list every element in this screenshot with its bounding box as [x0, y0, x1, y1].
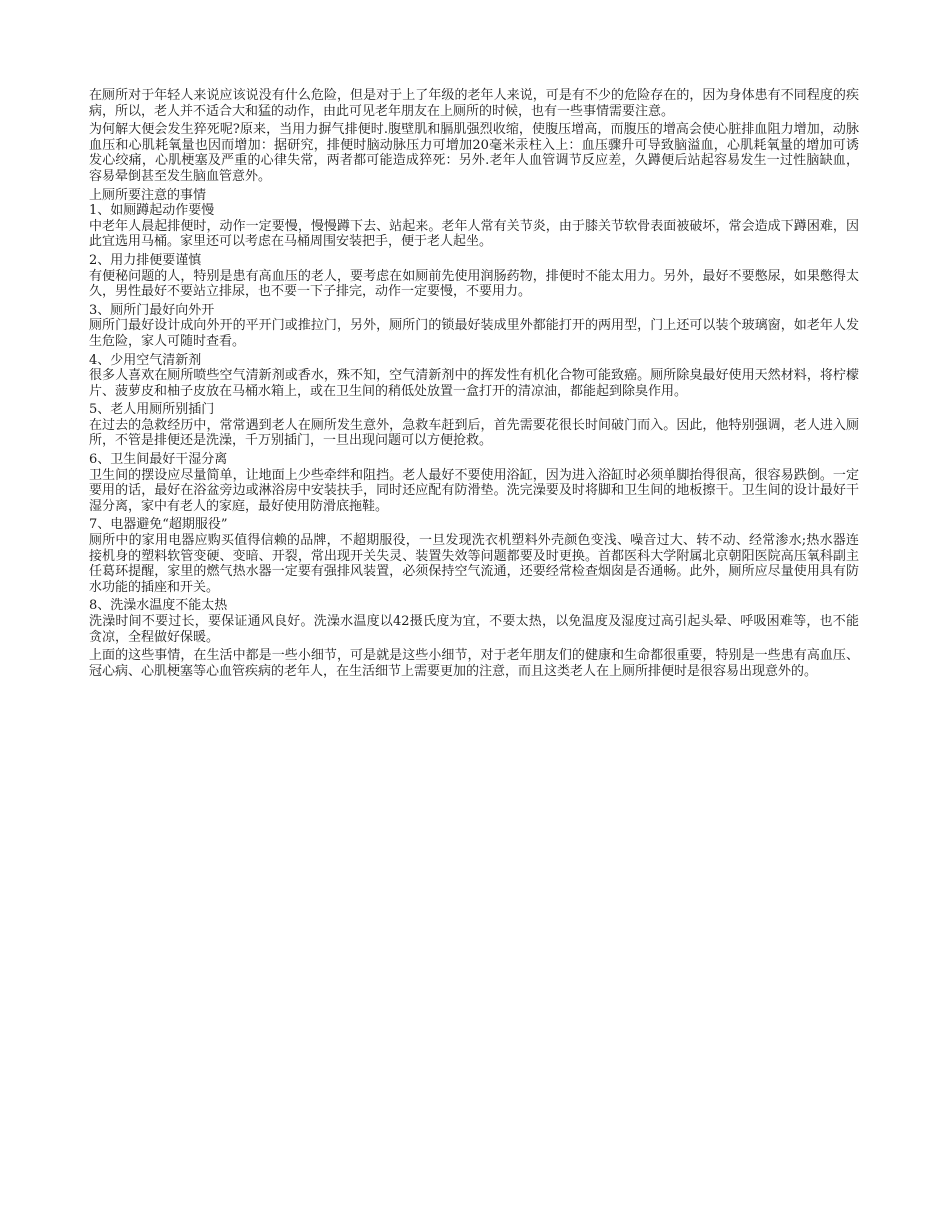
- tip-title: 8、洗澡水温度不能太热: [89, 598, 228, 614]
- tip-body: 在过去的急救经历中，常常遇到老人在厕所发生意外，急救车赶到后，首先需要花很长时间破门而入。因此，他特别强调，老人进入厕所，不管是排便还是洗澡，千万别插门，一旦出现问题可以方便抢救。: [89, 417, 859, 449]
- tip-title: 4、少用空气清新剂: [89, 352, 202, 368]
- tip-body: 有便秘问题的人，特别是患有高血压的老人，要考虑在如厕前先使用润肠药物，排便时不能太用力。另外，最好不要憋尿，如果憋得太久，男性最好不要站立排尿，也不要一下子排完，动作一定要慢，不要用力。: [89, 268, 859, 300]
- intro-paragraph: 在厕所对于年轻人来说应该说没有什么危险，但是对于上了年级的老年人来说，可是有不少的危险存在的，因为身体患有不同程度的疾病，所以，老人并不适合大和猛的动作，由此可见老年朋友在上厕所的时候，也有一些事情需要注意。: [89, 88, 859, 119]
- tip-title: 6、卫生间最好干湿分离: [89, 452, 228, 468]
- tip-title: 3、厕所门最好向外开: [89, 302, 215, 318]
- tip-title: 1、如厕蹲起动作要慢: [89, 203, 215, 219]
- sudden-death-explanation: 为何解大便会发生猝死呢?原来，当用力摒气排便时.腹壁肌和膈肌强烈收缩，使腹压增高，而腹压的增高会使心脏排血阻力增加，动脉血压和心肌耗氧量也因而增加：据研究，排便时脑动脉压力可增加20毫米汞柱入上：血压骤升可导致脑溢血，心肌耗氧量的增加可诱发心绞痛，心肌梗塞及严重的心律失常，两者都可能造成猝死：另外.老年人血管调节反应差，久蹲便后站起容易发生一过性脑缺血，容易晕倒甚至发生脑血管意外。: [89, 122, 859, 184]
- tip-body: 很多人喜欢在厕所喷些空气清新剂或香水，殊不知，空气清新剂中的挥发性有机化合物可能致癌。厕所除臭最好使用天然材料，将柠檬片、菠萝皮和柚子皮放在马桶水箱上，或在卫生间的稍低处放置一盒打开的清凉油，都能起到除臭作用。: [89, 368, 859, 399]
- document-body: [89, 88, 859, 682]
- tip-body: 卫生间的摆设应尽量简单，让地面上少些牵绊和阻挡。老人最好不要使用浴缸，因为进入浴缸时必须单脚抬得很高，很容易跌倒。一定要用的话，最好在浴盆旁边或淋浴房中安装扶手，同时还应配有防滑垫。洗完澡要及时将脚和卫生间的地板擦干。卫生间的设计最好干湿分离，家中有老人的家庭，最好使用防滑底拖鞋。: [89, 467, 859, 514]
- conclusion-paragraph: 上面的这些事情，在生活中都是一些小细节，可是就是这些小细节，对于老年朋友们的健康和生命都很重要，特别是一些患有高血压、冠心病、心肌梗塞等心血管疾病的老年人，在生活细节上需要更加的注意，而且这类老人在上厕所排便时是很容易出现意外的。: [89, 648, 859, 679]
- section-title: 上厕所要注意的事情: [89, 187, 207, 203]
- tip-title: 7、电器避免“超期服役”: [89, 517, 228, 533]
- tip-body: 厕所中的家用电器应购买值得信赖的品牌，不超期服役，一旦发现洗衣机塑料外壳颜色变浅、噪音过大、转不动、经常渗水;热水器连接机身的塑料软管变硬、变暗、开裂，常出现开关失灵、装置失效等问题都要及时更换。首都医科大学附属北京朝阳医院高压氧科副主任葛环提醒，家里的燃气热水器一定要有强排风装置，必须保持空气流通，还要经常检查烟囱是否通畅。此外，厕所应尽量使用具有防水功能的插座和开关。: [89, 533, 859, 595]
- tip-body: 厕所门最好设计成向外开的平开门或推拉门，另外，厕所门的锁最好装成里外都能打开的两用型，门上还可以装个玻璃窗，如老年人发生危险，家人可随时查看。: [89, 318, 859, 349]
- tip-title: 5、老人用厕所别插门: [89, 402, 215, 418]
- tip-body: 洗澡时间不要过长，要保证通风良好。洗澡水温度以42摄氏度为宜，不要太热，以免温度及湿度过高引起头晕、呼吸困难等，也不能贪凉，全程做好保暖。: [89, 614, 859, 645]
- tip-body: 中老年人晨起排便时，动作一定要慢，慢慢蹲下去、站起来。老年人常有关节炎，由于膝关节软骨表面被破坏，常会造成下蹲困难，因此宜选用马桶。家里还可以考虑在马桶周围安装把手，便于老人起坐。: [89, 218, 859, 250]
- tip-title: 2、用力排便要谨慎: [89, 252, 202, 268]
